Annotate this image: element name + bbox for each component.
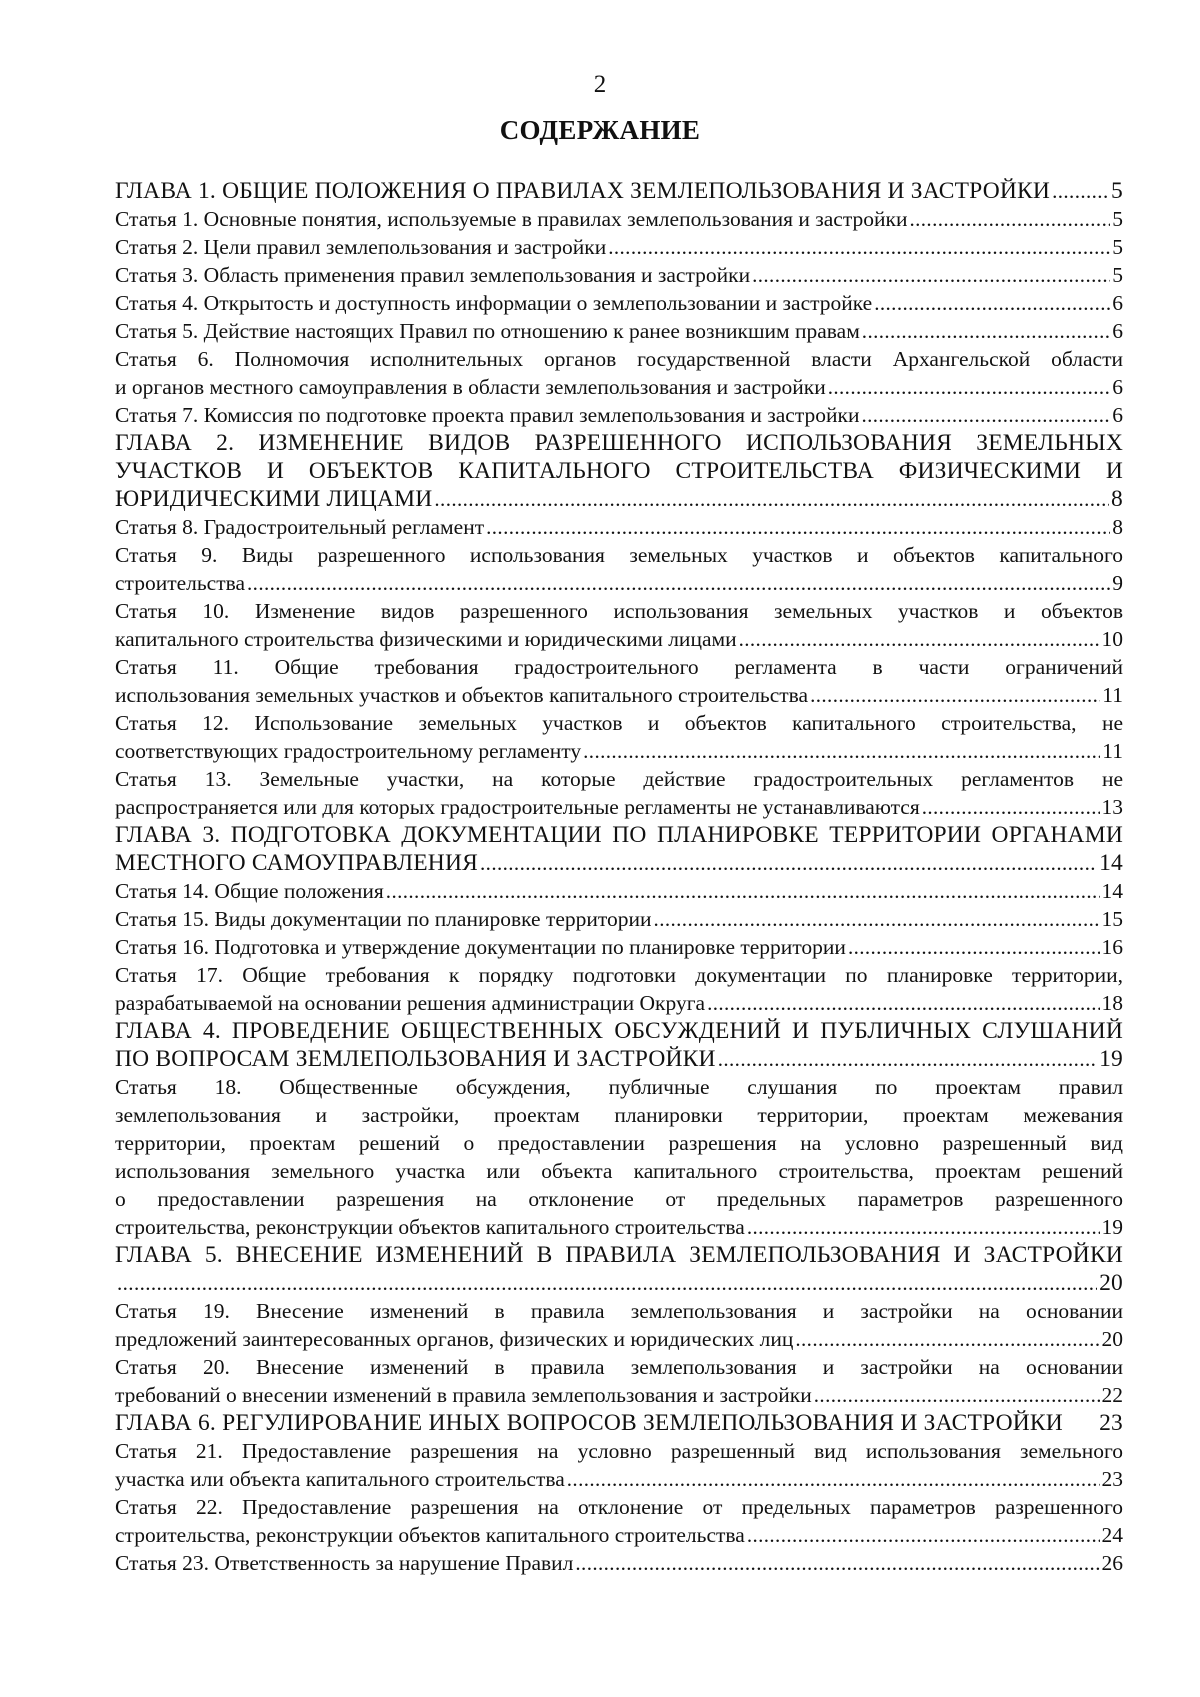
toc-article-entry[interactable] <box>115 317 1123 345</box>
toc-entry-text: Статья 5. Действие настоящих Правил по отношению к ранее возникшим правам <box>115 319 860 343</box>
toc-page-number: 18 <box>1101 991 1123 1015</box>
toc-page-number: 22 <box>1101 1383 1123 1407</box>
dot-leader <box>874 289 1110 317</box>
toc-chapter-entry[interactable] <box>115 429 1123 513</box>
toc-entry-line: Статья 22. Предоставление разрешения на отклонение от предельных параметров разрешенного <box>115 1495 1123 1519</box>
dot-leader <box>247 569 1110 597</box>
toc-page-number: 14 <box>1101 879 1123 903</box>
dot-leader <box>922 793 1100 821</box>
toc-entry-line: Статья 11. Общие требования градостроительного регламента в части ограничений <box>115 655 1123 679</box>
toc-entry-text: ЮРИДИЧЕСКИМИ ЛИЦАМИ <box>115 486 433 512</box>
toc-article-entry[interactable] <box>115 1493 1123 1549</box>
toc-page-number: 11 <box>1102 683 1123 707</box>
toc-page-number: 13 <box>1101 795 1123 819</box>
dot-leader <box>795 1325 1099 1353</box>
toc-page-number: 10 <box>1101 627 1123 651</box>
toc-article-entry[interactable] <box>115 597 1123 653</box>
toc-article-entry[interactable] <box>115 513 1123 541</box>
toc-page-number: 8 <box>1112 515 1123 539</box>
toc-page-number: 19 <box>1101 1215 1123 1239</box>
dot-leader <box>567 1465 1100 1493</box>
toc-article-entry[interactable] <box>115 653 1123 709</box>
toc-page-number: 23 <box>1099 1410 1123 1436</box>
toc-article-entry[interactable] <box>115 1353 1123 1409</box>
toc-title: СОДЕРЖАНИЕ <box>499 115 701 145</box>
toc-entry-text: требований о внесении изменений в правила землепользования и застройки <box>115 1383 812 1407</box>
toc-entry-line: ГЛАВА 3. ПОДГОТОВКА ДОКУМЕНТАЦИИ ПО ПЛАНИРОВКЕ ТЕРРИТОРИИ ОРГАНАМИ <box>115 822 1123 848</box>
dot-leader <box>386 877 1100 905</box>
toc-entry-line: УЧАСТКОВ И ОБЪЕКТОВ КАПИТАЛЬНОГО СТРОИТЕЛЬСТВА ФИЗИЧЕСКИМИ И <box>115 458 1123 484</box>
toc-article-entry[interactable] <box>115 1437 1123 1493</box>
toc-page-number: 11 <box>1102 739 1123 763</box>
toc-article-entry[interactable] <box>115 261 1123 289</box>
toc-page-number: 5 <box>1112 263 1123 287</box>
toc-entry-text: использования земельных участков и объектов капитального строительства <box>115 683 809 707</box>
toc-article-entry[interactable] <box>115 905 1123 933</box>
toc-article-entry[interactable] <box>115 205 1123 233</box>
toc-entry-line: землепользования и застройки, проектам планировки территории, проектам межевания <box>115 1103 1123 1127</box>
toc-entry-line: Статья 18. Общественные обсуждения, публичные слушания по проектам правил <box>115 1075 1123 1099</box>
toc-article-entry[interactable] <box>115 345 1123 401</box>
toc-chapter-entry[interactable] <box>115 1017 1123 1073</box>
dot-leader <box>862 317 1110 345</box>
toc-chapter-entry[interactable] <box>115 1409 1123 1437</box>
dot-leader <box>575 1549 1099 1577</box>
toc-page-number: 6 <box>1112 291 1123 315</box>
toc-entry-text: и органов местного самоуправления в области землепользования и застройки <box>115 375 826 399</box>
dot-leader <box>608 233 1110 261</box>
toc-entry-line: Статья 12. Использование земельных участков и объектов капитального строительства, не <box>115 711 1123 735</box>
toc-page-number: 6 <box>1112 319 1123 343</box>
toc-page-number: 9 <box>1112 571 1123 595</box>
toc-entry-text: участка или объекта капитального строительства <box>115 1467 565 1491</box>
toc-entry-line: Статья 20. Внесение изменений в правила землепользования и застройки на основании <box>115 1355 1123 1379</box>
toc-page-number: 5 <box>1112 235 1123 259</box>
toc-entry-text: предложений заинтересованных органов, физических и юридических лиц <box>115 1327 794 1351</box>
dot-leader <box>909 205 1110 233</box>
toc-entry-text: Статья 7. Комиссия по подготовке проекта правил землепользования и застройки <box>115 403 860 427</box>
dot-leader <box>814 1381 1100 1409</box>
toc-chapter-entry[interactable] <box>115 177 1123 205</box>
toc-entry-line: ГЛАВА 5. ВНЕСЕНИЕ ИЗМЕНЕНИЙ В ПРАВИЛА ЗЕМЛЕПОЛЬЗОВАНИЯ И ЗАСТРОЙКИ <box>115 1242 1123 1268</box>
dot-leader <box>486 513 1110 541</box>
toc-chapter-entry[interactable] <box>115 1241 1123 1297</box>
toc-chapter-entry[interactable] <box>115 821 1123 877</box>
toc-entry-text: капитального строительства физическими и юридическими лицами <box>115 627 737 651</box>
dot-leader <box>707 989 1099 1017</box>
toc-article-entry[interactable] <box>115 401 1123 429</box>
toc-article-entry[interactable] <box>115 765 1123 821</box>
toc-article-entry[interactable] <box>115 877 1123 905</box>
toc-entry-text: Статья 4. Открытость и доступность информации о землепользовании и застройке <box>115 291 873 315</box>
dot-leader <box>747 1521 1100 1549</box>
table-of-contents <box>115 177 1123 1577</box>
dot-leader <box>654 905 1100 933</box>
dot-leader <box>752 261 1110 289</box>
toc-page-number: 5 <box>1111 178 1123 204</box>
toc-entry-line: Статья 6. Полномочия исполнительных органов государственной власти Архангельской области <box>115 347 1123 371</box>
toc-entry-text: строительства <box>115 571 246 595</box>
dot-leader <box>480 849 1097 877</box>
dot-leader <box>810 681 1100 709</box>
toc-entry-line: ГЛАВА 4. ПРОВЕДЕНИЕ ОБЩЕСТВЕННЫХ ОБСУЖДЕНИЙ И ПУБЛИЧНЫХ СЛУШАНИЙ <box>115 1018 1123 1044</box>
toc-entry-line: Статья 19. Внесение изменений в правила землепользования и застройки на основании <box>115 1299 1123 1323</box>
toc-page-number: 6 <box>1112 375 1123 399</box>
toc-entry-line: о предоставлении разрешения на отклонение от предельных параметров разрешенного <box>115 1187 1123 1211</box>
toc-page-number: 26 <box>1101 1551 1123 1575</box>
toc-article-entry[interactable] <box>115 289 1123 317</box>
toc-entry-text: распространяется или для которых градостроительные регламенты не устанавливаются <box>115 795 920 819</box>
toc-entry-text: Статья 15. Виды документации по планировке территории <box>115 907 652 931</box>
toc-entry-text: ГЛАВА 1. ОБЩИЕ ПОЛОЖЕНИЯ О ПРАВИЛАХ ЗЕМЛЕПОЛЬЗОВАНИЯ И ЗАСТРОЙКИ <box>115 178 1051 204</box>
dot-leader <box>861 401 1110 429</box>
toc-page-number: 23 <box>1101 1467 1123 1491</box>
page-number: 2 <box>593 71 607 98</box>
dot-leader <box>583 737 1100 765</box>
toc-entry-text: Статья 3. Область применения правил землепользования и застройки <box>115 263 751 287</box>
toc-entry-text: Статья 23. Ответственность за нарушение Правил <box>115 1551 574 1575</box>
toc-entry-text: Статья 1. Основные понятия, используемые в правилах землепользования и застройки <box>115 207 908 231</box>
toc-entry-text: Статья 16. Подготовка и утверждение документации по планировке территории <box>115 935 846 959</box>
dot-leader <box>747 1213 1100 1241</box>
toc-entry-line: Статья 21. Предоставление разрешения на условно разрешенный вид использования земельного <box>115 1439 1123 1463</box>
dot-leader <box>434 485 1109 513</box>
toc-page-number: 15 <box>1101 907 1123 931</box>
toc-entry-text: ГЛАВА 6. РЕГУЛИРОВАНИЕ ИНЫХ ВОПРОСОВ ЗЕМЛЕПОЛЬЗОВАНИЯ И ЗАСТРОЙКИ <box>115 1410 1063 1436</box>
toc-article-entry[interactable] <box>115 541 1123 597</box>
toc-entry-text: разрабатываемой на основании решения администрации Округа <box>115 991 706 1015</box>
toc-article-entry[interactable] <box>115 709 1123 765</box>
toc-page-number: 24 <box>1101 1523 1123 1547</box>
toc-article-entry[interactable] <box>115 1073 1123 1241</box>
toc-entry-text: МЕСТНОГО САМОУПРАВЛЕНИЯ <box>115 850 479 876</box>
toc-page-number: 6 <box>1112 403 1123 427</box>
toc-page-number: 20 <box>1101 1327 1123 1351</box>
toc-page-number: 14 <box>1099 850 1123 876</box>
dot-leader <box>848 933 1100 961</box>
toc-entry-line: Статья 13. Земельные участки, на которые действие градостроительных регламентов не <box>115 767 1123 791</box>
toc-entry-text: соответствующих градостроительному регламенту <box>115 739 582 763</box>
toc-entry-line: Статья 9. Виды разрешенного использования земельных участков и объектов капитального <box>115 543 1123 567</box>
toc-article-entry[interactable] <box>115 1297 1123 1353</box>
toc-entry-text: строительства, реконструкции объектов капитального строительства <box>115 1215 745 1239</box>
toc-article-entry[interactable] <box>115 961 1123 1017</box>
toc-entry-line: использования земельного участка или объекта капитального строительства, проектам решений <box>115 1159 1123 1183</box>
dot-leader <box>1052 177 1109 205</box>
dot-leader <box>739 625 1100 653</box>
toc-entry-text: Статья 2. Цели правил землепользования и застройки <box>115 235 607 259</box>
toc-entry-text: Статья 14. Общие положения <box>115 879 384 903</box>
toc-article-entry[interactable] <box>115 233 1123 261</box>
toc-page-number: 20 <box>1099 1270 1123 1296</box>
toc-entry-line: Статья 17. Общие требования к порядку подготовки документации по планировке территории, <box>115 963 1123 987</box>
toc-article-entry[interactable] <box>115 933 1123 961</box>
dot-leader <box>718 1045 1097 1073</box>
dot-leader <box>117 1269 1097 1297</box>
dot-leader <box>828 373 1111 401</box>
toc-article-entry[interactable] <box>115 1549 1123 1577</box>
toc-entry-line: территории, проектам решений о предоставлении разрешения на условно разрешенный вид <box>115 1131 1123 1155</box>
toc-entry-line: Статья 10. Изменение видов разрешенного использования земельных участков и объектов <box>115 599 1123 623</box>
toc-page-number: 8 <box>1111 486 1123 512</box>
toc-page-number: 19 <box>1099 1046 1123 1072</box>
toc-page-number: 5 <box>1112 207 1123 231</box>
toc-entry-line: ГЛАВА 2. ИЗМЕНЕНИЕ ВИДОВ РАЗРЕШЕННОГО ИСПОЛЬЗОВАНИЯ ЗЕМЕЛЬНЫХ <box>115 430 1123 456</box>
toc-entry-text: строительства, реконструкции объектов капитального строительства <box>115 1523 745 1547</box>
toc-page-number: 16 <box>1101 935 1123 959</box>
toc-entry-text: Статья 8. Градостроительный регламент <box>115 515 485 539</box>
toc-entry-text: ПО ВОПРОСАМ ЗЕМЛЕПОЛЬЗОВАНИЯ И ЗАСТРОЙКИ <box>115 1046 716 1072</box>
